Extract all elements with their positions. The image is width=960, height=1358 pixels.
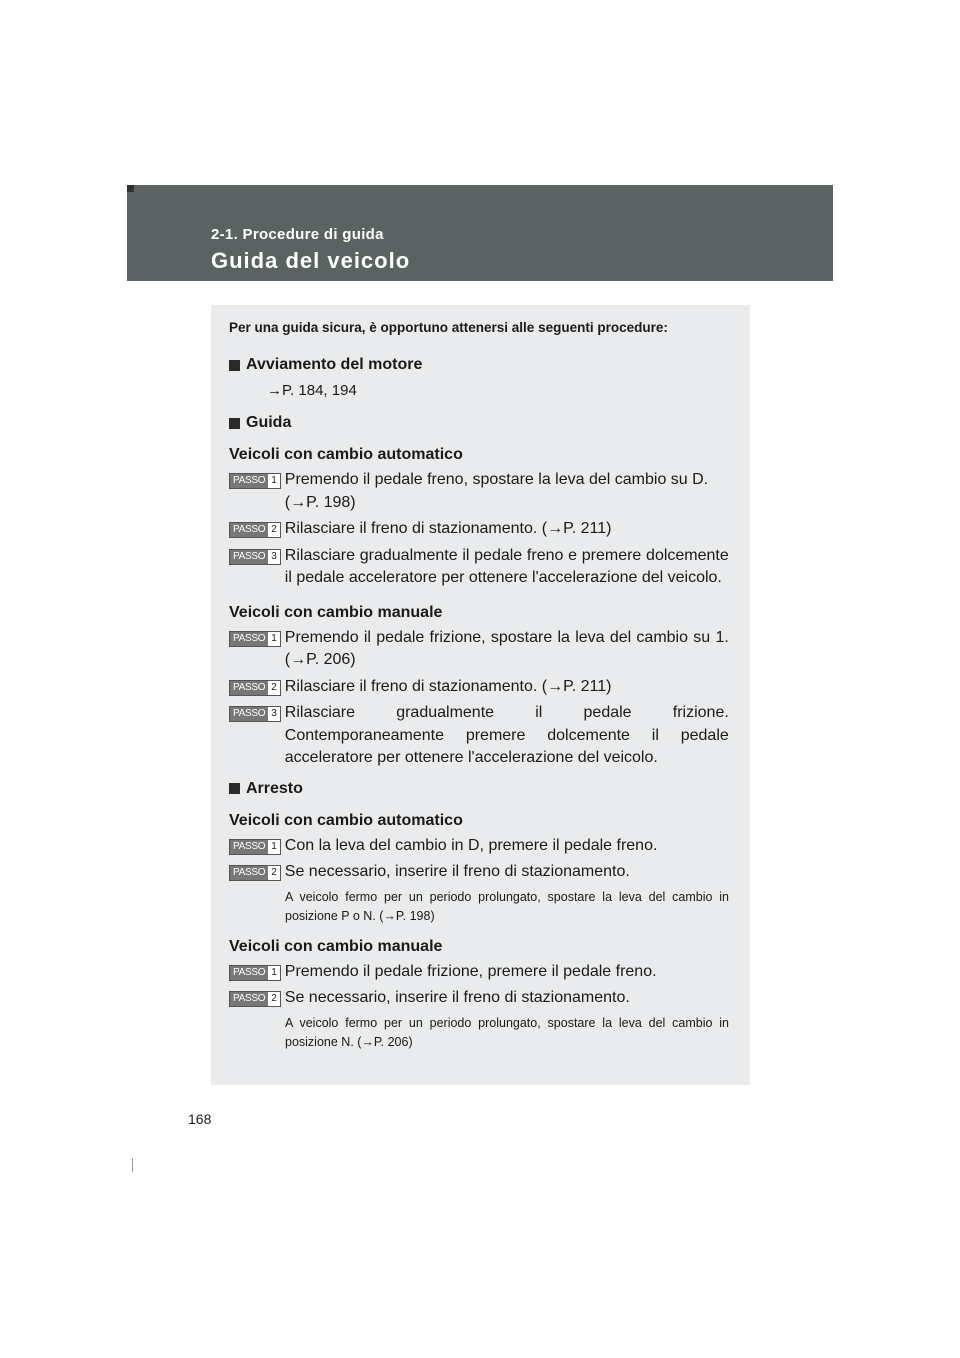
step-badge [229, 839, 281, 855]
step-badge [229, 549, 281, 565]
step-badge-number: 2 [271, 524, 277, 535]
step-badge [229, 991, 281, 1007]
step-text: Rilasciare il freno di stazionamento. (→P. 211) [284, 520, 612, 537]
section-label: 2-1. Procedure di guida [211, 226, 384, 243]
step-text: Premendo il pedale frizione, spostare la leva del cambio su 1. (→P. 206) [284, 628, 729, 668]
step-arresto-auto-1 [229, 835, 729, 858]
step-badge-number: 3 [271, 708, 277, 719]
step-arresto-man-1 [229, 961, 729, 984]
step-badge-number: 2 [271, 993, 277, 1004]
step-badge-word: PASSO [230, 632, 268, 646]
page-number: 168 [188, 1111, 212, 1127]
subheading-arresto-automatico: Veicoli con cambio automatico [229, 811, 463, 829]
step-badge-number: 1 [271, 840, 277, 852]
step-badge-word: PASSO [230, 681, 268, 695]
step-arresto-man-2 [229, 987, 729, 1010]
step-guida-man-2 [229, 676, 729, 699]
heading-guida-label: Guida [246, 414, 292, 431]
heading-arresto [229, 778, 729, 800]
intro-text: Per una guida sicura, è opportuno attenersi alle seguenti procedure: [229, 320, 668, 335]
step-badge [229, 680, 281, 696]
step-text: Premendo il pedale frizione, premere il pedale freno. [284, 962, 657, 980]
step-badge-word: PASSO [230, 840, 268, 854]
subheading-guida-automatico: Veicoli con cambio automatico [229, 446, 463, 463]
step-badge [229, 706, 281, 722]
step-badge-word: PASSO [230, 550, 268, 564]
step-text: Rilasciare gradualmente il pedale freno e premere dolcemente il pedale acceleratore per ottenere l'accelerazione del veicolo. [284, 546, 729, 586]
header-corner-mark [127, 185, 134, 192]
step-badge-word: PASSO [230, 523, 268, 537]
step-badge [229, 473, 281, 489]
step-text: Con la leva del cambio in D, premere il pedale freno. [284, 836, 658, 854]
step-text: Rilasciare gradualmente il pedale frizione. Contemporaneamente premere dolcemente il pedale acceleratore per ottenere l'accelerazione del veicolo. [284, 704, 729, 766]
step-text: Rilasciare il freno di stazionamento. (→P. 211) [284, 677, 612, 695]
step-badge-word: PASSO [230, 966, 268, 980]
note-arresto-automatico: A veicolo fermo per un periodo prolungato, spostare la leva del cambio in posizione P o N. (→P. 198) [285, 889, 729, 923]
step-badge [229, 865, 281, 881]
step-badge [229, 631, 281, 647]
step-guida-man-1 [229, 627, 729, 672]
step-guida-auto-3 [229, 545, 729, 590]
spacer [229, 594, 729, 602]
step-badge-word: PASSO [230, 474, 268, 488]
square-bullet-icon [229, 783, 240, 794]
step-badge-number: 3 [271, 550, 277, 562]
heading-arresto-label: Arresto [246, 779, 303, 797]
square-bullet-icon [229, 418, 240, 429]
step-badge-number: 1 [271, 632, 277, 644]
step-badge-number: 2 [271, 867, 277, 878]
step-arresto-auto-2 [229, 861, 729, 884]
content-inner [229, 318, 729, 1062]
subheading-arresto-manuale: Veicoli con cambio manuale [229, 937, 443, 955]
step-badge-word: PASSO [230, 707, 268, 721]
subheading-guida-manuale: Veicoli con cambio manuale [229, 603, 443, 621]
heading-guida [229, 412, 729, 434]
spacer [229, 434, 729, 444]
margin-mark [132, 1158, 133, 1172]
step-badge-word: PASSO [230, 992, 268, 1006]
step-text: Se necessario, inserire il freno di stazionamento. [284, 863, 630, 880]
spacer [229, 800, 729, 810]
note-arresto-manuale: A veicolo fermo per un periodo prolungato, spostare la leva del cambio in posizione N. (→P. 206) [285, 1015, 729, 1049]
step-badge-number: 1 [271, 475, 277, 486]
step-badge [229, 965, 281, 981]
ref-avviamento: →P. 184, 194 [267, 382, 357, 399]
heading-avviamento [229, 354, 729, 376]
step-badge [229, 522, 281, 538]
step-text: Se necessario, inserire il freno di stazionamento. [284, 989, 630, 1006]
content-box [211, 305, 750, 1085]
step-badge-word: PASSO [230, 866, 268, 880]
square-bullet-icon [229, 360, 240, 371]
step-guida-auto-2 [229, 518, 729, 541]
step-text: Premendo il pedale freno, spostare la leva del cambio su D. (→P. 198) [284, 471, 709, 511]
step-guida-auto-1 [229, 469, 729, 514]
step-badge-number: 2 [271, 681, 277, 693]
heading-avviamento-label: Avviamento del motore [246, 356, 423, 373]
step-guida-man-3 [229, 702, 729, 770]
page-title: Guida del veicolo [211, 248, 411, 273]
step-badge-number: 1 [271, 966, 277, 978]
